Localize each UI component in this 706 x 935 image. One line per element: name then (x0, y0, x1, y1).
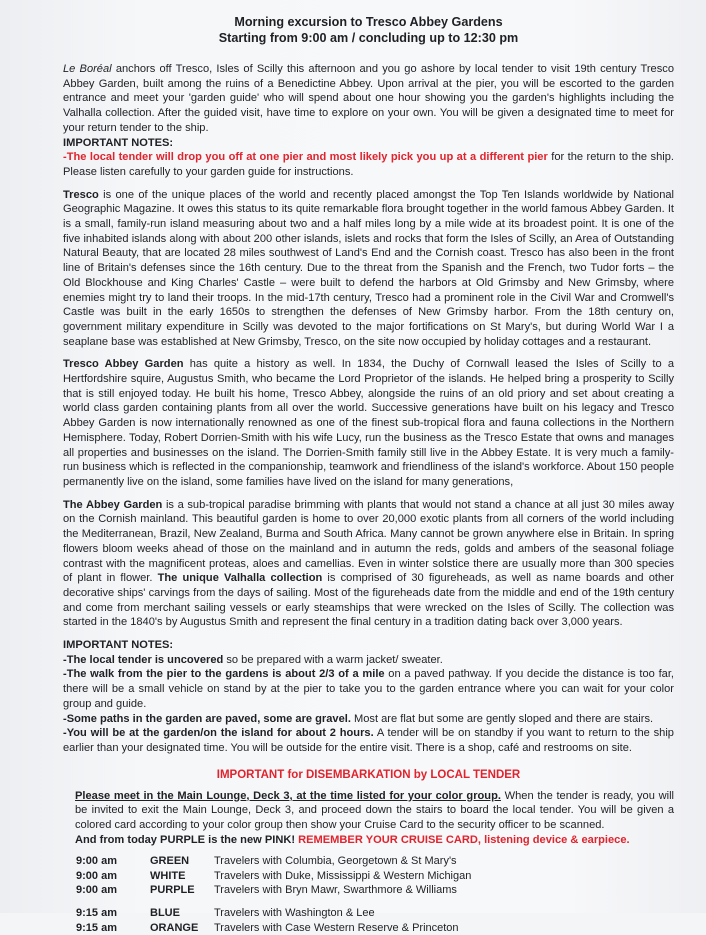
tresco-lead: Tresco (63, 188, 99, 201)
pier-note (63, 150, 674, 179)
garden-text-1: is a sub-tropical paradise brimming with plants that would not stand a chance at all just 30 miles away on the Cornish mainland. This beautiful garden is home to over 20,000 exotic plants from all corners of the world including the Mediterranean, Brazil, New Zealand, Burma and South Africa. Many cannot be grown anywhere else in Britain. In spring flowers bloom weeks ahead of those on the mainland and in autumn the reds, golds and ambers of the seasonal foliage contrast with the magnificent proteas, aloes and camellias. Even in winter solstice there are usually more than 300 species of plant in flower. (63, 498, 674, 585)
schedule-time: 9:00 am (76, 855, 117, 868)
abbey-text: has quite a history as well. In 1834, the Duchy of Cornwall leased the Isles of Scilly to a Hertfordshire squire, Augustus Smith, who became the Lord Proprietor of the islands. He helped bring a prosperity to Scilly that is still enjoyed today. He built his home, Tresco Abbey, alongside the ruins of an old priory and set about creating a world class garden containing plants from all over the world. Successive generations have built on his legacy and Tresco Abbey Garden is now internationally renowned as one of the finest sub-tropical flora and fauna collections in the Northern Hemisphere. Today, Robert Dorrien-Smith with his wife Lucy, run the business as the Tresco Estate that owns and manages all properties and businesses on the island. The Dorrien-Smith family still live in the Abbey Estate. It is very much a family-run business which is reflected in the companionship, teamwork and friendliness of the island's workforce. About 150 people permanently live on the island, some families have lived on the island for many generations, (63, 358, 675, 488)
ship-name: Le Boréal (63, 63, 112, 75)
schedule-travelers: Travelers with Duke, Mississippi & Western Michigan (214, 869, 472, 882)
note-duration-bold: -You will be at the garden/on the island for about 2 hours. (63, 727, 374, 740)
note-paths-bold: -Some paths in the garden are paved, some are gravel. (63, 712, 351, 725)
pier-note-warning: -The local tender will drop you off at one pier and most likely pick you up at a different pier (63, 151, 548, 164)
purple-note-bold: And from today PURPLE is the new PINK! (75, 833, 296, 846)
schedule-time: 9:00 am (76, 884, 117, 897)
document-title: Morning excursion to Tresco Abbey Gardens (234, 15, 503, 29)
abbey-paragraph (63, 357, 674, 489)
notes-heading-2: IMPORTANT NOTES: (63, 639, 174, 652)
schedule-travelers: Travelers with Bryn Mawr, Swarthmore & Williams (214, 884, 457, 897)
note-walk-bold: -The walk from the pier to the gardens is about 2/3 of a mile (63, 668, 385, 681)
document-subtitle: Starting from 9:00 am / concluding up to 12:30 pm (218, 31, 519, 45)
garden-text-2: is comprised of 30 figureheads, as well as name boards and other decorative ships' carvings from the days of sailing. Most of the figureheads date from the middle and end of the 19th century and come from merchant sailing vessels or early steamships that were wrecked on the Isles of Scilly. The collection was started in the 1840's by Augustus Smith and represent the final century in a tradition dating back over 3,000 years. (63, 572, 674, 629)
garden-lead: The Abbey Garden (63, 498, 163, 511)
schedule-gap (63, 897, 471, 906)
notes-heading-1: IMPORTANT NOTES: (63, 136, 174, 149)
schedule-row (63, 921, 471, 935)
note-walk (63, 667, 674, 711)
note-paths-rest: Most are flat but some are gently sloped and there are stairs. (350, 712, 654, 725)
meeting-instructions-underlined: Please meet in the Main Lounge, Deck 3, at the time listed for your color group. (75, 789, 501, 802)
schedule-row (63, 906, 471, 920)
schedule-travelers: Travelers with Case Western Reserve & Princeton (214, 921, 459, 934)
pier-note-rest: for the return to the ship. Please listen carefully to your garden guide for instructions. (63, 151, 674, 178)
schedule-time: 9:15 am (76, 907, 117, 920)
schedule-row (63, 883, 471, 897)
schedule-row (63, 869, 471, 883)
note-duration (63, 726, 674, 755)
tresco-paragraph (63, 188, 674, 350)
meeting-instructions-rest: When the tender is ready, you will be invited to exit the Main Lounge, Deck 3, and proceed down the stairs to board the local tender. You will be given a colored card according to your color group then show your Cruise Card to the security officer to be scanned. (75, 789, 675, 832)
schedule-color: ORANGE (150, 921, 199, 934)
note-tender-bold: -The local tender is uncovered (63, 653, 224, 666)
valhalla-lead: The unique Valhalla collection (157, 572, 323, 585)
purple-note-red: REMEMBER YOUR CRUISE CARD, listening device & earpiece. (295, 833, 630, 846)
meeting-instructions (63, 789, 674, 833)
note-tender-rest: so be prepared with a warm jacket/ sweater. (223, 653, 443, 666)
schedule-color: WHITE (150, 869, 186, 882)
intro-text: anchors off Tresco, Isles of Scilly this afternoon and you go ashore by local tender to visit 19th century Tresco Abbey Garden, built among the ruins of a Benedictine Abbey. Upon arrival at the pier, you will be escorted to the garden entrance and meet your 'garden guide' who will spend about one hour showing you the garden's highlights including the Valhalla collection. After the guided visit, have time to explore on your own. You will be given a designated time to meet for your return tender to the ship. (63, 63, 674, 134)
tresco-text: is one of the unique places of the world and recently placed amongst the Top Ten Islands worldwide by National Geographic Magazine. It owes this status to its quite remarkable flora brought together in the world famous Abbey Garden. It is a small, family-run island measuring about two and a half miles long by a mile wide at its broadest point. It is one of the five inhabited islands along with about 200 other islands, islets and rocks that form the Isles of Scilly, an Area of Outstanding Natural Beauty, that are located 28 miles southwest of Land's End and the Cornish coast. Tresco has also been in the front line of Britain's defenses since the 16th century. Due to the threat from the Spanish and the French, two Tudor forts – the Old Blockhouse and King Charles' Castle – were built to defend the harbors at Old Grimsby and New Grimsby, where enemies might try to land their troops. In the mid-17th century, Tresco had a prominent role in the Civil War and Cromwell's Castle was built in the early 1650s to strengthen the defenses of New Grimsby harbor. From the 18th century on, government military expenditure in Scilly was devoted to the major fortifications on St Mary's, but during World War I a seaplane base was established at New Grimsby, Tresco, on the site now occupied by holiday cottages and a restaurant. (63, 188, 674, 348)
schedule-travelers: Travelers with Washington & Lee (214, 907, 375, 920)
intro-paragraph (63, 62, 674, 136)
abbey-lead: Tresco Abbey Garden (63, 358, 184, 371)
schedule-color: BLUE (150, 907, 180, 920)
note-paths (63, 712, 674, 727)
schedule-row (63, 854, 471, 868)
garden-paragraph (63, 498, 674, 630)
schedule-color: PURPLE (150, 884, 195, 897)
note-walk-rest: on a paved pathway. If you decide the distance is too far, there will be a small vehicle on stand by at the pier to take you to the garden entrance where you can wait for your color group and guide. (63, 668, 674, 710)
note-tender (63, 653, 674, 668)
schedule-time: 9:15 am (76, 921, 117, 934)
note-duration-rest: A tender will be on standby if you want to return to the ship earlier than your designated time. You will be outside for the entire visit. There is a shop, café and restrooms on site. (63, 727, 674, 754)
schedule-travelers: Travelers with Columbia, Georgetown & St Mary's (214, 855, 457, 868)
purple-note (63, 833, 674, 848)
schedule-time: 9:00 am (76, 869, 117, 882)
schedule-table (63, 854, 471, 934)
disembarkation-title: IMPORTANT for DISEMBARKATION by LOCAL TENDER (216, 768, 521, 781)
schedule-color: GREEN (150, 855, 190, 868)
